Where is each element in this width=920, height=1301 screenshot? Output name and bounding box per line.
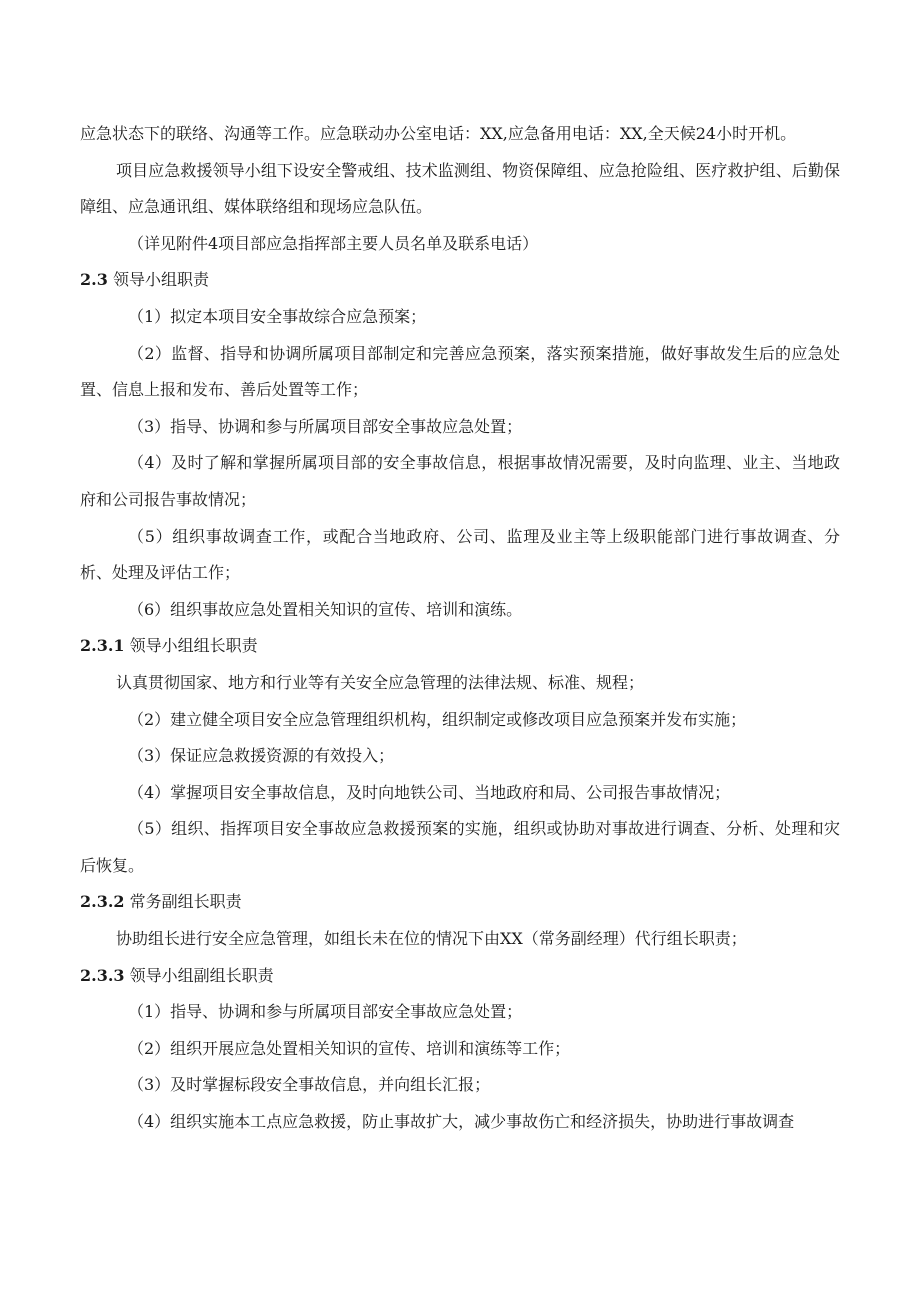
list-item: （3）保证应急救援资源的有效投入；	[128, 746, 395, 766]
paragraph-intro: 协助组长进行安全应急管理，如组长未在位的情况下由XX（常务副经理）代行组长职责；	[116, 929, 747, 949]
heading-2-3-3	[80, 958, 840, 995]
heading-2-3-2	[80, 884, 840, 921]
list-item: （2）监督、指导和协调所属项目部制定和完善应急预案，落实预案措施，做好事故发生后的应急处置、信息上报和发布、善后处置等工作；	[80, 343, 840, 400]
list-item: （3）及时掌握标段安全事故信息，并向组长汇报；	[128, 1075, 491, 1095]
heading-title: 领导小组职责	[112, 270, 209, 290]
paragraph-appendix-reference: （详见附件4项目部应急指挥部主要人员名单及联系电话）	[128, 233, 539, 253]
list-item: （5）组织事故调查工作，或配合当地政府、公司、监理及业主等上级职能部门进行事故调查、分析、处理及评估工作；	[80, 526, 840, 583]
document-page	[80, 116, 840, 1141]
list-item: （6）组织事故应急处置相关知识的宣传、培训和演练。	[128, 599, 523, 619]
heading-number: 2.3	[80, 270, 108, 290]
list-item: （4）掌握项目安全事故信息，及时向地铁公司、当地政府和局、公司报告事故情况；	[128, 782, 731, 802]
list-item: （2）组织开展应急处置相关知识的宣传、培训和演练等工作；	[128, 1038, 571, 1058]
paragraph-rescue-groups: 项目应急救援领导小组下设安全警戒组、技术监测组、物资保障组、应急抢险组、医疗救护组、后勤保障组、应急通讯组、媒体联络组和现场应急队伍。	[80, 160, 840, 217]
heading-number: 2.3.3	[80, 965, 125, 985]
heading-title: 常务副组长职责	[129, 892, 242, 912]
heading-title: 领导小组组长职责	[129, 636, 258, 656]
heading-number: 2.3.2	[80, 892, 125, 912]
list-item: （2）建立健全项目安全应急管理组织机构，组织制定或修改项目应急预案并发布实施；	[128, 709, 747, 729]
heading-title: 领导小组副组长职责	[129, 965, 274, 985]
list-item: （4）及时了解和掌握所属项目部的安全事故信息，根据事故情况需要，及时向监理、业主、当地政府和公司报告事故情况；	[80, 453, 840, 509]
list-item: （3）指导、协调和参与所属项目部安全事故应急处置；	[128, 416, 523, 436]
list-item: （1）拟定本项目安全事故综合应急预案；	[128, 306, 427, 326]
paragraph-intro: 认真贯彻国家、地方和行业等有关安全应急管理的法律法规、标准、规程；	[116, 672, 645, 692]
heading-number: 2.3.1	[80, 636, 125, 656]
paragraph-contact-info: 应急状态下的联络、沟通等工作。应急联动办公室电话：XX,应急备用电话：XX,全天候24小时开机。	[80, 124, 797, 143]
heading-2-3-1	[80, 628, 840, 665]
list-item: （1）指导、协调和参与所属项目部安全事故应急处置；	[128, 1002, 523, 1022]
list-item: （5）组织、指挥项目安全事故应急救援预案的实施，组织或协助对事故进行调查、分析、处理和灾后恢复。	[80, 819, 840, 875]
list-item: （4）组织实施本工点应急救援，防止事故扩大，减少事故伤亡和经济损失，协助进行事故调查	[128, 1112, 795, 1132]
heading-2-3	[80, 262, 840, 299]
